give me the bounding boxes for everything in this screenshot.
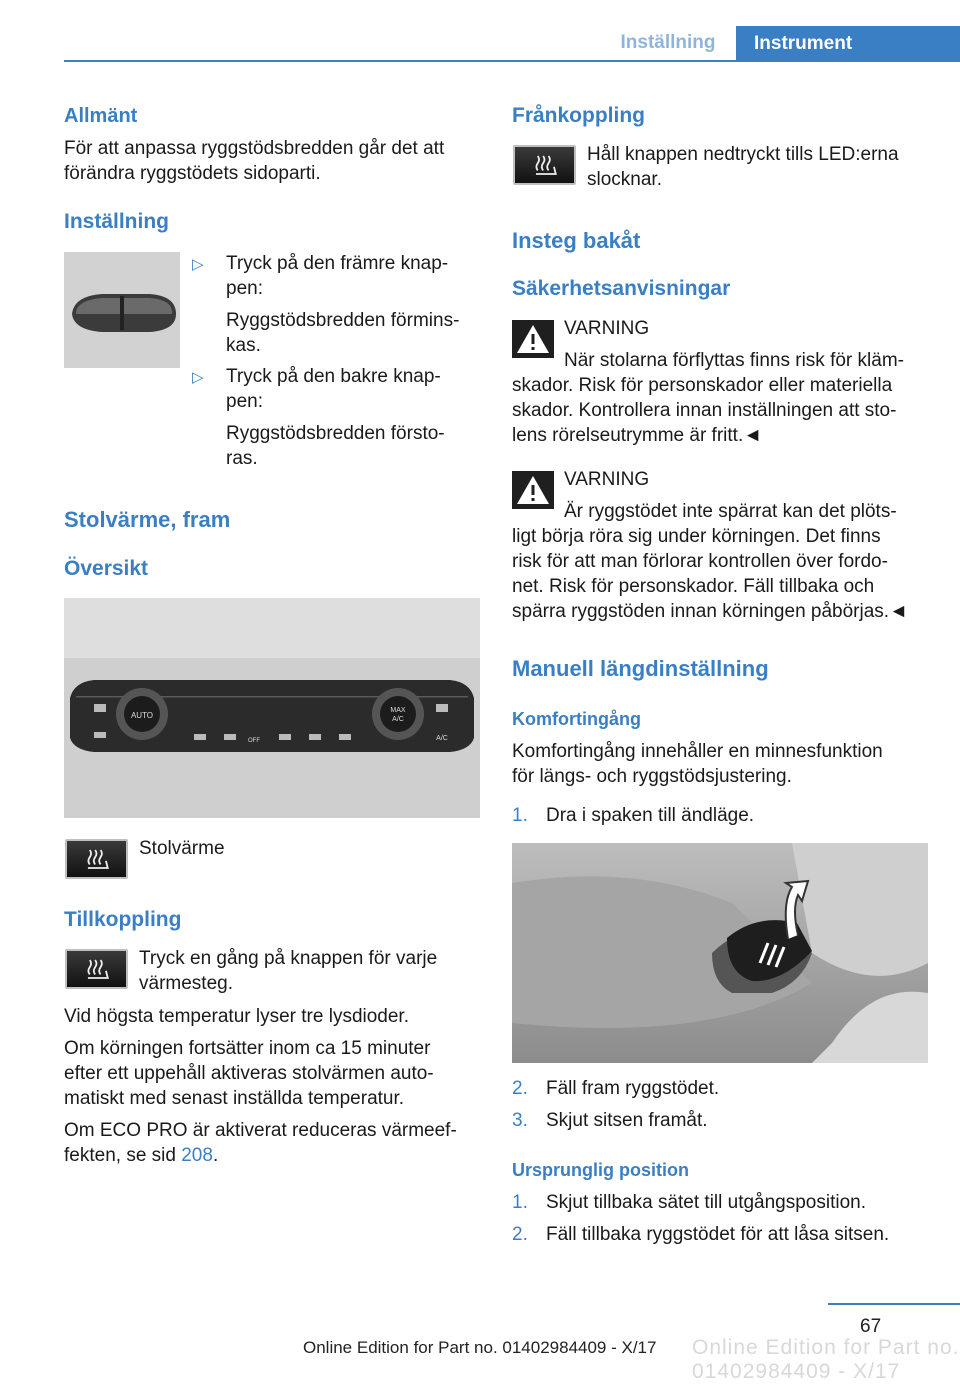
warning-2-title: VARNING (564, 469, 650, 490)
panel-auto-label: AUTO (130, 711, 154, 720)
footer-edition: Online Edition for Part no. 01402984409 - X/17 (303, 1338, 657, 1357)
warning-2-line-3: risk för att man förlorar kontrollen över fordo- (512, 551, 888, 572)
bullet-1-line-2: pen: (226, 278, 263, 299)
bullet-1-result-1: Ryggstödsbredden förmins- (226, 310, 460, 331)
switch-on-line-1: Tryck en gång på knappen för varje (139, 948, 438, 969)
warning-2-line-2: ligt börja röra sig under körningen. Det finns (512, 526, 881, 547)
footer-rule (828, 1303, 960, 1305)
warning-1-line-1: När stolarna förflyttas finns risk för kläm- (564, 350, 904, 371)
comfort-line-2: för längs- och ryggstödsjustering. (512, 766, 792, 787)
overview-heading: Översikt (64, 557, 149, 580)
comfort-heading: Komfortingång (512, 709, 641, 729)
paragraph-restart-2: efter ett uppehåll aktiveras stolvärmen auto- (64, 1063, 434, 1084)
step-text: Skjut tillbaka sätet till utgångsposition. (546, 1192, 867, 1213)
panel-ac2-label: A/C (436, 735, 448, 742)
header-chapter-tab[interactable]: Instrument (736, 26, 960, 62)
step-text: Fäll fram ryggstödet. (546, 1078, 720, 1099)
paragraph-eco-text: fekten, se sid (64, 1145, 182, 1166)
switch-off-heading: Frånkoppling (512, 104, 645, 127)
bolster-button-image (64, 252, 180, 368)
seat-heat-heading: Stolvärme, fram (64, 507, 231, 532)
warning-2-line-5: spärra ryggstöden innan körningen påbörjas.◄ (512, 601, 908, 622)
general-text-line-1: För att anpassa ryggstödsbredden går det att (64, 138, 445, 159)
panel-ac-label: A/C (392, 716, 404, 723)
paragraph-restart-3: matiskt med senast inställda temperatur. (64, 1088, 405, 1109)
step-number: 1. (512, 805, 528, 826)
panel-max-label: MAX (390, 707, 406, 714)
bullet-1-result-2: kas. (226, 335, 261, 356)
manual-heading: Manuell längdinställning (512, 656, 769, 681)
step-number: 3. (512, 1110, 528, 1131)
step-number: 2. (512, 1224, 528, 1245)
warning-1-title: VARNING (564, 318, 650, 339)
step-text: Dra i spaken till ändläge. (546, 805, 755, 826)
bullet-icon: ▷ (192, 369, 204, 386)
seat-heat-icon (65, 949, 128, 989)
switch-on-heading: Tillkoppling (64, 908, 182, 931)
bullet-2-line-2: pen: (226, 391, 263, 412)
paragraph-eco-1: Om ECO PRO är aktiverat reduceras värmeef- (64, 1120, 457, 1141)
warning-2-line-1: Är ryggstödet inte spärrat kan det plöts- (564, 501, 897, 522)
switch-on-line-2: värmesteg. (139, 973, 233, 994)
page-number: 67 (860, 1316, 882, 1337)
seat-heat-icon (513, 145, 576, 185)
warning-1-line-3: skador. Kontrollera innan inställningen att sto- (512, 400, 897, 421)
seat-lever-image (512, 843, 928, 1063)
comfort-line-1: Komfortingång innehåller en minnesfunktion (512, 741, 883, 762)
entry-heading: Insteg bakåt (512, 228, 641, 253)
original-position-heading: Ursprunglig position (512, 1160, 689, 1180)
step-number: 1. (512, 1192, 528, 1213)
warning-2-line-4: net. Risk för personskador. Fäll tillbaka och (512, 576, 875, 597)
switch-off-line-2: slocknar. (587, 169, 662, 190)
header-rule (64, 60, 960, 62)
step-text: Fäll tillbaka ryggstödet för att låsa sitsen. (546, 1224, 890, 1245)
seat-heat-label: Stolvärme (139, 838, 225, 859)
switch-off-line-1: Håll knappen nedtryckt tills LED:erna (587, 144, 899, 165)
bullet-icon: ▷ (192, 256, 204, 273)
paragraph-restart-1: Om körningen fortsätter inom ca 15 minuter (64, 1038, 431, 1059)
step-text: Skjut sitsen framåt. (546, 1110, 708, 1131)
safety-heading: Säkerhetsanvisningar (512, 277, 731, 300)
paragraph-eco-end: . (212, 1145, 219, 1166)
bullet-2-result-2: ras. (226, 448, 258, 469)
bullet-2-line-1: Tryck på den bakre knap- (226, 366, 441, 387)
warning-1-line-4: lens rörelseutrymme är fritt.◄ (512, 425, 763, 446)
panel-off-label: OFF (248, 738, 260, 744)
seat-heat-icon (65, 839, 128, 879)
bullet-1-line-1: Tryck på den främre knap- (226, 253, 449, 274)
general-heading: Allmänt (64, 105, 138, 127)
step-number: 2. (512, 1078, 528, 1099)
setting-heading: Inställning (64, 210, 169, 233)
paragraph-eco-2 (64, 1143, 218, 1168)
warning-triangle-icon (512, 471, 554, 509)
bullet-2-result-1: Ryggstödsbredden försto- (226, 423, 445, 444)
climate-panel-image (64, 598, 480, 818)
header-section-tab[interactable]: Inställning (620, 32, 716, 53)
warning-1-line-2: skador. Risk för personskador eller materiella (512, 375, 893, 396)
page-ref-link[interactable]: 208 (181, 1145, 213, 1166)
paragraph-led: Vid högsta temperatur lyser tre lysdioder. (64, 1006, 409, 1027)
warning-triangle-icon (512, 320, 554, 358)
footer-watermark: Online Edition for Part no. 01402984409 - X/17 (692, 1336, 960, 1383)
general-text-line-2: förändra ryggstödets sidoparti. (64, 163, 321, 184)
